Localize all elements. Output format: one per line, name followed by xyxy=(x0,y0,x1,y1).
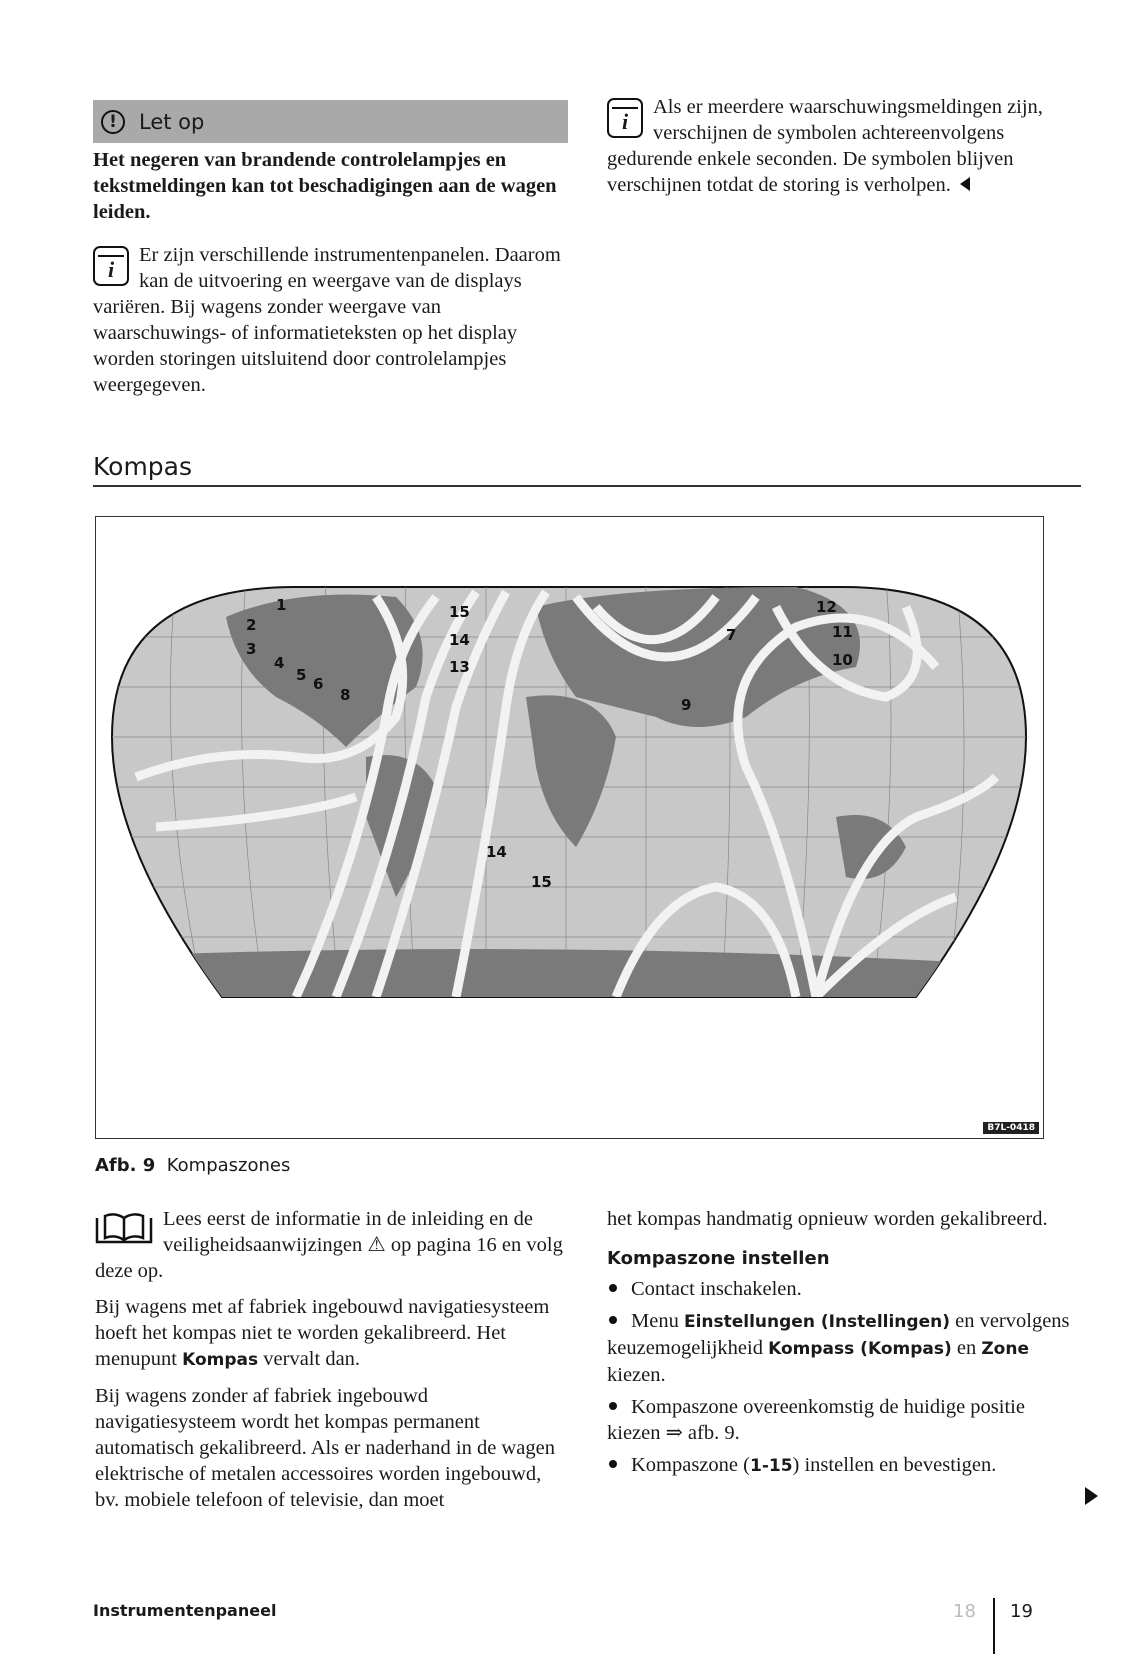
zone-label: 4 xyxy=(274,654,285,672)
divider xyxy=(93,485,1081,487)
caption-text: Kompaszones xyxy=(166,1155,291,1176)
steps-list xyxy=(607,1276,1082,1479)
left-column xyxy=(95,1206,570,1513)
zone-label: 10 xyxy=(832,651,853,669)
caption-label: Afb. 9 xyxy=(95,1155,156,1176)
page-number: 19 xyxy=(1010,1601,1033,1622)
continue-arrow-icon xyxy=(1085,1487,1098,1505)
list-item: Kompaszone (1-15) instellen en bevestigen. xyxy=(607,1452,1082,1479)
zone-label: 12 xyxy=(816,598,837,616)
zone-label: 13 xyxy=(449,658,470,676)
world-map xyxy=(96,517,1042,1137)
zone-label: 14 xyxy=(486,843,507,861)
zone-label: 9 xyxy=(681,696,692,714)
zone-label: 6 xyxy=(313,675,324,693)
zone-label: 15 xyxy=(531,873,552,891)
list-item: Kompaszone overeenkomstig de huidige positie kiezen ⇒ afb. 9. xyxy=(607,1396,1025,1444)
zone-label: 1 xyxy=(276,596,287,614)
info-text: Er zijn verschillende instrumentenpanelen. Daarom kan de uitvoering en weergave van de displays variëren. Bij wagens zonder weergave van waarschuwings- of informatieteksten op het display worden storingen uitsluitend door controlelampjes weergegeven. xyxy=(93,244,561,396)
zone-label: 3 xyxy=(246,640,257,658)
zone-label: 14 xyxy=(449,631,470,649)
list-item: Menu Einstellungen (Instellingen) en vervolgens keuzemogelijkheid Kompass (Kompas) en Zone kiezen. xyxy=(607,1310,1070,1386)
figure-caption xyxy=(95,1155,290,1176)
warning-header xyxy=(93,100,568,143)
section-heading: Kompas xyxy=(93,452,193,481)
warning-title: Let op xyxy=(139,109,205,134)
right-column xyxy=(607,1206,1082,1485)
zone-label: 7 xyxy=(726,626,737,644)
zone-label: 11 xyxy=(832,623,853,641)
end-marker-icon xyxy=(960,177,970,191)
info-text: Als er meerdere waarschuwingsmeldingen zijn, verschijnen de symbolen achtereenvolgens gedurende enkele seconden. De symbolen blijven verschijnen totdat de storing is verholpen. xyxy=(607,96,1043,196)
intro-paragraph: Lees eerst de informatie in de inleiding en de veiligheidsaanwijzingen ⚠ op pagina 16 en volg deze op. xyxy=(95,1208,563,1282)
info-note-left xyxy=(93,242,568,398)
zone-label: 15 xyxy=(449,603,470,621)
warning-triangle-icon: ⚠ xyxy=(367,1234,386,1256)
info-icon: i xyxy=(607,98,643,138)
page-divider xyxy=(993,1598,995,1654)
zone-label: 2 xyxy=(246,616,257,634)
paragraph: het kompas handmatig opnieuw worden gekalibreerd. xyxy=(607,1208,1048,1230)
paragraph: Bij wagens met af fabriek ingebouwd navigatiesysteem hoeft het kompas niet te worden gekalibreerd. Het menupunt Kompas vervalt dan. xyxy=(95,1296,550,1370)
zone-label: 8 xyxy=(340,686,351,704)
warning-text: Het negeren van brandende controlelampjes en tekstmeldingen kan tot beschadigingen aan de wagen leiden. xyxy=(93,149,557,223)
zone-label: 5 xyxy=(296,666,307,684)
info-icon: i xyxy=(93,246,129,286)
list-item: Contact inschakelen. xyxy=(607,1276,1082,1302)
exclamation-icon: ! xyxy=(101,110,125,134)
paragraph: Bij wagens zonder af fabriek ingebouwd navigatiesysteem wordt het kompas permanent automatisch gekalibreerd. Als er naderhand in de wagen elektrische of metalen accessoires worden ingebouwd, bv. mobiele telefoon of televisie, dan moet xyxy=(95,1385,555,1511)
compass-zone-map xyxy=(95,516,1044,1139)
page-number-prev: 18 xyxy=(953,1601,976,1622)
info-note-right xyxy=(607,94,1082,198)
figure-code: B7L-0418 xyxy=(983,1122,1039,1134)
subheading: Kompaszone instellen xyxy=(607,1248,830,1269)
book-icon xyxy=(95,1212,153,1244)
footer-section: Instrumentenpaneel xyxy=(93,1601,277,1620)
